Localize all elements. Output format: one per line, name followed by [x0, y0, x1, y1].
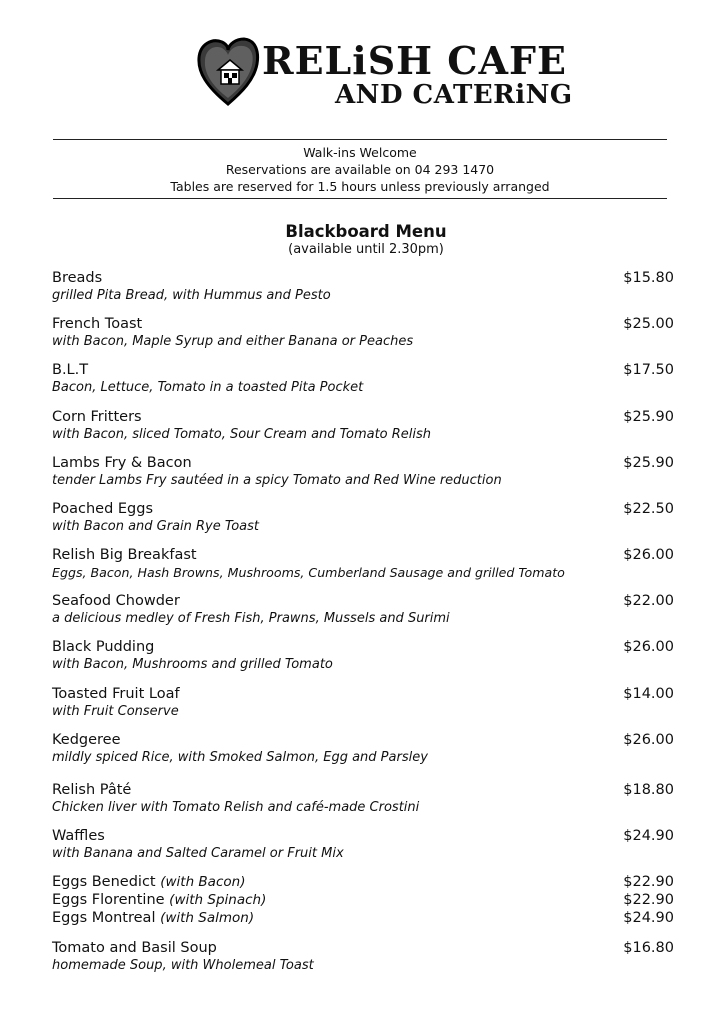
menu-item	[52, 455, 674, 488]
egg-item	[52, 892, 674, 910]
menu-title: Blackboard Menu	[285, 222, 447, 241]
item-price: $24.90	[623, 910, 674, 926]
menu-item	[52, 547, 674, 580]
item-description: Eggs, Bacon, Hash Browns, Mushrooms, Cumberland Sausage and grilled Tomato	[52, 565, 565, 580]
item-description: Bacon, Lettuce, Tomato in a toasted Pita Pocket	[52, 380, 364, 395]
item-price: $25.90	[623, 409, 674, 425]
item-name: Seafood Chowder	[52, 593, 180, 609]
item-name: Eggs Montreal	[52, 910, 156, 926]
item-price: $18.80	[623, 782, 674, 798]
item-description: with Fruit Conserve	[52, 704, 179, 719]
menu-item	[52, 593, 674, 626]
item-name: Corn Fritters	[52, 409, 142, 425]
item-price: $26.00	[623, 732, 674, 748]
item-name: Kedgeree	[52, 732, 121, 748]
item-name: Black Pudding	[52, 639, 155, 655]
item-price: $26.00	[623, 639, 674, 655]
item-price: $14.00	[623, 686, 674, 702]
item-price: $22.90	[623, 874, 674, 890]
item-price: $22.00	[623, 593, 674, 609]
item-price: $22.90	[623, 892, 674, 908]
item-name: Relish Big Breakfast	[52, 547, 197, 563]
item-name: Relish Pâté	[52, 782, 132, 798]
item-name: Eggs Benedict	[52, 874, 156, 890]
item-price: $26.00	[623, 547, 674, 563]
walk-ins-text: Walk-ins Welcome	[303, 145, 417, 160]
menu-item	[52, 782, 674, 815]
item-price: $17.50	[623, 362, 674, 378]
item-price: $22.50	[623, 501, 674, 517]
menu-item	[52, 639, 674, 672]
item-price: $15.80	[623, 270, 674, 286]
menu-item	[52, 828, 674, 861]
menu-item	[52, 409, 674, 442]
item-description: with Bacon and Grain Rye Toast	[52, 519, 260, 534]
menu-item	[52, 316, 674, 349]
eggs-group	[52, 874, 674, 928]
item-name: Toasted Fruit Loaf	[52, 686, 180, 702]
item-name: French Toast	[52, 316, 143, 332]
menu-item	[52, 501, 674, 534]
egg-item	[52, 910, 674, 928]
item-description: with Banana and Salted Caramel or Fruit Mix	[52, 846, 344, 861]
item-note: (with Spinach)	[169, 892, 267, 908]
item-price: $25.00	[623, 316, 674, 332]
item-name: Tomato and Basil Soup	[52, 940, 217, 956]
item-price: $25.90	[623, 455, 674, 471]
item-name: Waffles	[52, 828, 105, 844]
item-description: homemade Soup, with Wholemeal Toast	[52, 958, 314, 973]
table-policy-text: Tables are reserved for 1.5 hours unless previously arranged	[170, 179, 550, 194]
item-name: Lambs Fry & Bacon	[52, 455, 192, 471]
item-description: with Bacon, Maple Syrup and either Banana or Peaches	[52, 334, 414, 349]
menu-item	[52, 270, 674, 303]
item-name: Breads	[52, 270, 103, 286]
menu-item	[52, 732, 674, 765]
logo-title: RELiSH CAFE	[262, 38, 567, 83]
item-name: Poached Eggs	[52, 501, 154, 517]
item-price: $16.80	[623, 940, 674, 956]
item-description: a delicious medley of Fresh Fish, Prawns, Mussels and Surimi	[52, 611, 450, 626]
egg-item	[52, 874, 674, 892]
item-name: Eggs Florentine	[52, 892, 165, 908]
item-note: (with Salmon)	[160, 910, 255, 926]
item-description: grilled Pita Bread, with Hummus and Pesto	[52, 288, 331, 303]
menu-subtitle: (available until 2.30pm)	[288, 242, 444, 257]
item-description: mildly spiced Rice, with Smoked Salmon, Egg and Parsley	[52, 750, 428, 765]
reservations-text: Reservations are available on 04 293 1470	[225, 162, 495, 177]
item-price: $24.90	[623, 828, 674, 844]
menu-item	[52, 686, 674, 719]
item-note: (with Bacon)	[160, 874, 246, 890]
item-name: B.L.T	[52, 362, 89, 378]
menu-item	[52, 940, 674, 973]
item-description: Chicken liver with Tomato Relish and café-made Crostini	[52, 800, 420, 815]
item-description: with Bacon, Mushrooms and grilled Tomato	[52, 657, 333, 672]
menu-item	[52, 362, 674, 395]
logo-subtitle: AND CATERiNG	[335, 80, 573, 110]
menu-list	[52, 0, 674, 1024]
item-description: tender Lambs Fry sautéed in a spicy Tomato and Red Wine reduction	[52, 473, 502, 488]
item-description: with Bacon, sliced Tomato, Sour Cream and Tomato Relish	[52, 427, 432, 442]
